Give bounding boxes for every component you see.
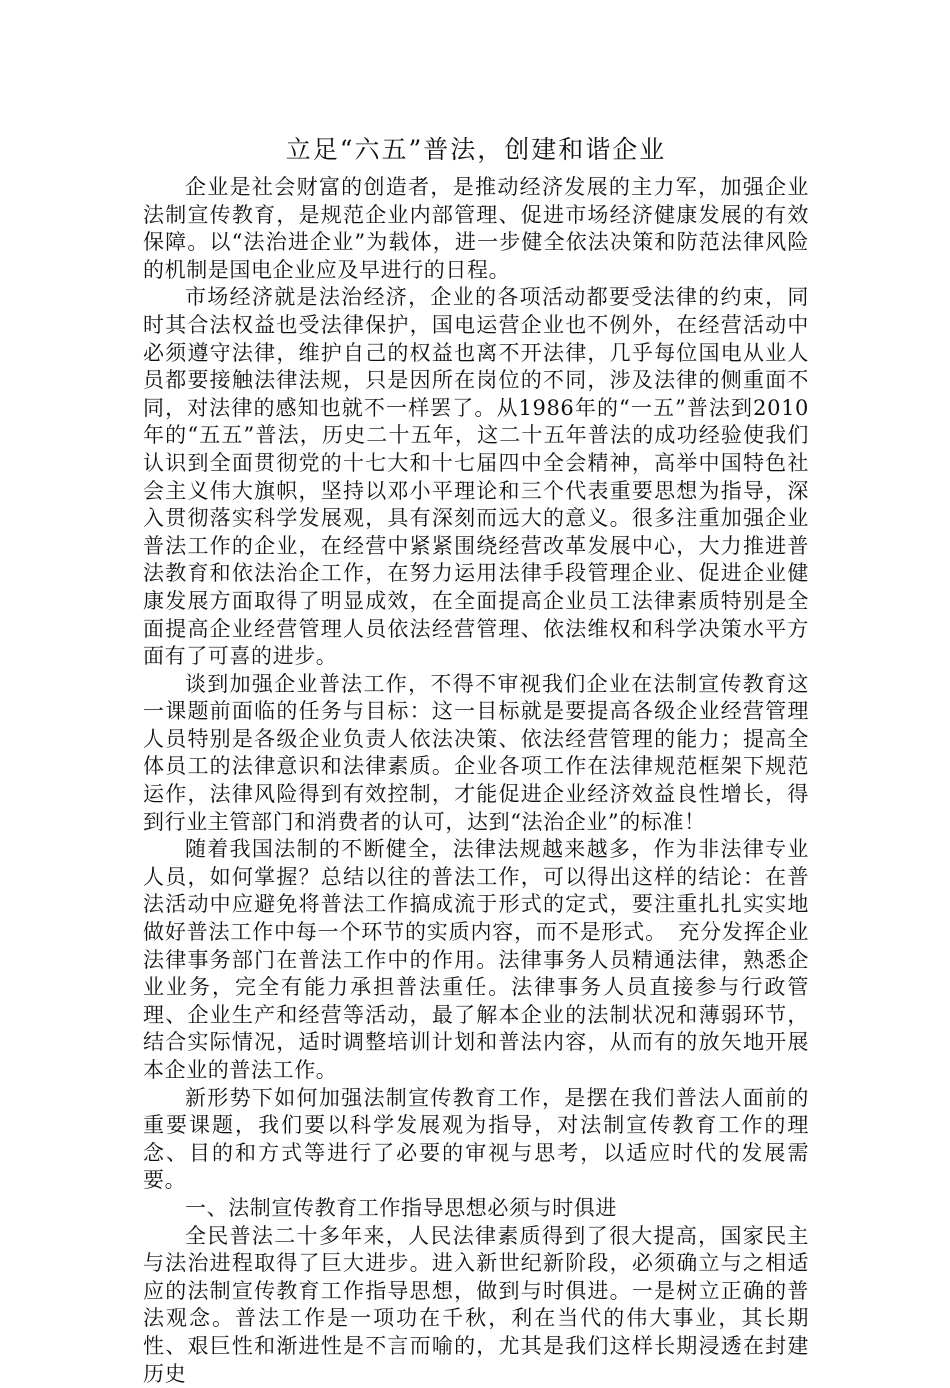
- document-body: [143, 132, 809, 1388]
- paragraph-new-situation: 新形势下如何加强法制宣传教育工作，是摆在我们普法人面前的重要课题，我们要以科学发展观为指导，对法制宣传教育工作的理念、目的和方式等进行了必要的审视与思考，以适应时代的发展需要。: [143, 1085, 809, 1193]
- paragraph-guiding-ideology: 全民普法二十多年来，人民法律素质得到了很大提高，国家民主与法治进程取得了巨大进步。进入新世纪新阶段，必须确立与之相适应的法制宣传教育工作指导思想，做到与时俱进。一是树立正确的普法观念。普法工作是一项功在千秋，利在当代的伟大事业，其长期性、艰巨性和渐进性是不言而喻的，尤其是我们这样长期浸透在封建历史: [143, 1223, 809, 1386]
- paragraph-tasks-goals: 谈到加强企业普法工作，不得不审视我们企业在法制宣传教育这一课题前面临的任务与目标：这一目标就是要提高各级企业经营管理人员特别是各级企业负责人依法决策、依法经营管理的能力；提高全体员工的法律意识和法律素质。企业各项工作在法律规范框架下规范运作，法律风险得到有效控制，才能促进企业经济效益良性增长，得到行业主管部门和消费者的认可，达到“法治企业”的标准！: [143, 671, 809, 834]
- paragraph-market-economy: 市场经济就是法治经济，企业的各项活动都要受法律的约束，同时其合法权益也受法律保护，国电运营企业也不例外，在经营活动中必须遵守法律，维护自己的权益也离不开法律，几乎每位国电从业人员都要接触法律法规，只是因所在岗位的不同，涉及法律的侧重面不同，对法律的感知也就不一样罢了。从1986年的“一五”普法到2010年的“五五”普法，历史二十五年，这二十五年普法的成功经验使我们认识到全面贯彻党的十七大和十七届四中全会精神，高举中国特色社会主义伟大旗帜，坚持以邓小平理论和三个代表重要思想为指导，深入贯彻落实科学发展观，具有深刻而远大的意义。很多注重加强企业普法工作的企业，在经营中紧紧围绕经营改革发展中心，大力推进普法教育和依法治企工作，在努力运用法律手段管理企业、促进企业健康发展方面取得了明显成效，在全面提高企业员工法律素质特别是全面提高企业经营管理人员依法经营管理、依法维权和科学决策水平方面有了可喜的进步。: [143, 285, 809, 669]
- paragraph-intro: 企业是社会财富的创造者，是推动经济发展的主力军，加强企业法制宣传教育，是规范企业内部管理、促进市场经济健康发展的有效保障。以“法治进企业”为载体，进一步健全依法决策和防范法律风险的机制是国电企业应及早进行的日程。: [143, 175, 809, 282]
- document-title: 立足“六五”普法，创建和谐企业: [285, 135, 667, 164]
- section-heading-1: 一、法制宣传教育工作指导思想必须与时俱进: [185, 1195, 617, 1220]
- paragraph-legal-department: 随着我国法制的不断健全，法律法规越来越多，作为非法律专业人员，如何掌握？总结以往的普法工作，可以得出这样的结论：在普法活动中应避免将普法工作搞成流于形式的定式，要注重扎扎实实地做好普法工作中每一个环节的实质内容，而不是形式。 充分发挥企业法律事务部门在普法工作中的作用。法律事务人员精通法律，熟悉企业业务，完全有能力承担普法重任。法律事务人员直接参与行政管理、企业生产和经营等活动，最了解本企业的法制状况和薄弱环节，结合实际情况，适时调整培训计划和普法内容，从而有的放矢地开展本企业的普法工作。: [143, 837, 809, 1082]
